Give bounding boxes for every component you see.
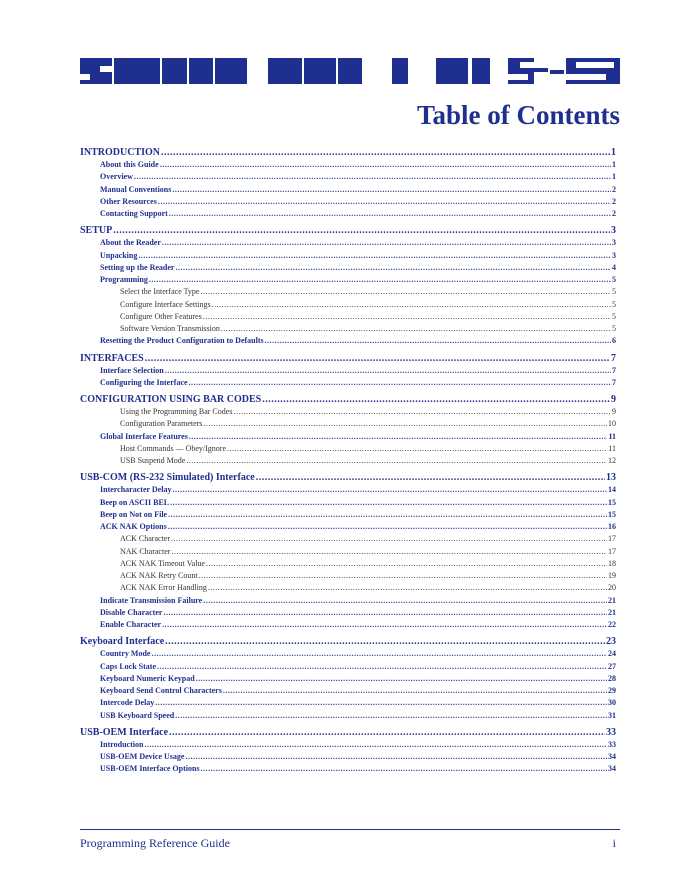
toc-entry-title: Configuring the Interface <box>100 377 188 387</box>
toc-entry[interactable] <box>80 171 616 183</box>
toc-entry[interactable] <box>80 546 616 558</box>
toc-entry[interactable] <box>80 418 616 430</box>
toc-entry-title: ACK Character <box>120 534 170 544</box>
toc-dot-leader <box>221 323 611 335</box>
toc-entry[interactable] <box>80 710 616 722</box>
toc-entry-title: INTERFACES <box>80 352 144 364</box>
toc-entry-title: Select the Interface Type <box>120 287 200 297</box>
toc-entry[interactable] <box>80 159 616 171</box>
toc-entry-page-number: 19 <box>608 571 616 580</box>
toc-entry[interactable] <box>80 673 616 685</box>
toc-entry[interactable] <box>80 685 616 697</box>
toc-entry[interactable] <box>80 455 616 467</box>
toc-dot-leader <box>155 697 607 709</box>
toc-entry-title: ACK NAK Retry Count <box>120 571 198 580</box>
toc-dot-leader <box>145 352 610 365</box>
toc-dot-leader <box>172 184 611 196</box>
toc-entry-page-number: 24 <box>608 649 616 659</box>
toc-dot-leader <box>171 533 607 545</box>
toc-entry-page-number: 17 <box>608 546 616 556</box>
toc-entry-page-number: 9 <box>612 407 616 416</box>
footer-guide-title: Programming Reference Guide <box>80 836 230 850</box>
toc-dot-leader <box>170 497 607 509</box>
toc-entry[interactable] <box>80 335 616 347</box>
toc-entry-title: Configure Interface Settings <box>120 299 211 309</box>
toc-entry-title: USB Suspend Mode <box>120 456 186 465</box>
toc-entry[interactable] <box>80 471 616 484</box>
toc-dot-leader <box>172 484 607 496</box>
toc-entry-page-number: 22 <box>608 620 616 629</box>
toc-dot-leader <box>203 595 607 607</box>
toc-entry-title: Country Mode <box>100 649 151 659</box>
toc-entry-page-number: 20 <box>608 583 616 593</box>
toc-entry-title: SETUP <box>80 225 113 237</box>
toc-dot-leader <box>265 335 611 347</box>
toc-entry-title: Software Version Transmission <box>120 324 220 333</box>
toc-dot-leader <box>206 558 607 570</box>
footer-page-number: i <box>612 836 616 850</box>
toc-entry[interactable] <box>80 533 616 545</box>
toc-entry[interactable] <box>80 196 616 208</box>
toc-entry-title: CONFIGURATION USING BAR CODES <box>80 394 262 405</box>
toc-entry[interactable] <box>80 262 616 274</box>
toc-entry-page-number: 5 <box>612 287 616 297</box>
toc-entry-page-number: 7 <box>612 377 616 387</box>
toc-entry[interactable] <box>80 406 616 418</box>
table-of-contents <box>80 146 616 776</box>
toc-dot-leader <box>134 171 611 183</box>
toc-entry-page-number: 16 <box>608 522 616 531</box>
toc-dot-leader <box>201 763 607 775</box>
toc-entry-page-number: 17 <box>608 534 616 544</box>
toc-entry-page-number: 10 <box>608 419 616 429</box>
toc-dot-leader <box>203 418 607 430</box>
brand-logo-image <box>80 58 620 84</box>
toc-dot-leader <box>203 311 611 323</box>
toc-entry-title: Configuration Parameters <box>120 419 203 429</box>
toc-entry[interactable] <box>80 224 616 237</box>
toc-dot-leader <box>189 431 608 443</box>
toc-entry-title: Beep on ASCII BEL <box>100 497 170 507</box>
toc-dot-leader <box>151 648 607 660</box>
toc-entry-page-number: 2 <box>612 184 616 194</box>
toc-entry-title: NAK Character <box>120 546 171 556</box>
toc-entry-page-number: 1 <box>611 147 616 158</box>
toc-dot-leader <box>223 685 607 697</box>
page-title: Table of Contents <box>416 100 620 130</box>
toc-entry-title: Keyboard Interface <box>80 636 165 648</box>
toc-dot-leader <box>161 146 610 159</box>
toc-entry[interactable] <box>80 352 616 365</box>
toc-entry-page-number: 2 <box>612 209 616 218</box>
toc-entry-page-number: 11 <box>608 431 616 441</box>
toc-entry-page-number: 2 <box>612 196 616 206</box>
toc-entry[interactable] <box>80 558 616 570</box>
toc-dot-leader <box>256 471 605 484</box>
toc-entry-page-number: 14 <box>608 485 616 495</box>
toc-entry-title: ACK NAK Options <box>100 522 167 531</box>
toc-entry[interactable] <box>80 726 616 739</box>
toc-entry-page-number: 21 <box>608 595 616 605</box>
toc-entry-title: Unpacking <box>100 250 138 260</box>
toc-entry-title: Configure Other Features <box>120 311 202 321</box>
toc-entry-page-number: 7 <box>611 352 616 364</box>
toc-entry-title: ACK NAK Timeout Value <box>120 558 205 568</box>
toc-entry-page-number: 1 <box>612 172 616 182</box>
toc-entry[interactable] <box>80 286 616 298</box>
toc-entry-title: USB-COM (RS-232 Simulated) Interface <box>80 472 255 484</box>
toc-dot-leader <box>149 274 611 286</box>
toc-entry[interactable] <box>80 607 616 619</box>
toc-dot-leader <box>208 582 607 594</box>
toc-entry[interactable] <box>80 497 616 509</box>
toc-dot-leader <box>189 377 611 389</box>
toc-entry-page-number: 23 <box>606 636 616 648</box>
toc-entry[interactable] <box>80 697 616 709</box>
toc-dot-leader <box>196 673 607 685</box>
toc-entry-page-number: 21 <box>608 607 616 617</box>
toc-entry[interactable] <box>80 763 616 775</box>
toc-entry-title: USB-OEM Interface Options <box>100 764 200 774</box>
toc-entry-page-number: 1 <box>612 160 616 169</box>
toc-entry-title: Global Interface Features <box>100 431 188 441</box>
toc-dot-leader <box>169 726 605 739</box>
toc-entry-page-number: 12 <box>608 456 616 465</box>
toc-entry[interactable] <box>80 582 616 594</box>
toc-entry[interactable] <box>80 484 616 496</box>
toc-entry-page-number: 3 <box>612 238 616 248</box>
toc-entry-page-number: 28 <box>608 673 616 683</box>
toc-entry-title: Interface Selection <box>100 365 164 375</box>
toc-dot-leader <box>175 262 611 274</box>
toc-entry-title: Overview <box>100 172 133 182</box>
toc-dot-leader <box>165 365 611 377</box>
toc-entry-page-number: 31 <box>608 710 616 720</box>
toc-dot-leader <box>162 237 611 249</box>
toc-entry[interactable] <box>80 648 616 660</box>
toc-dot-leader <box>113 224 610 237</box>
toc-entry-page-number: 5 <box>612 299 616 309</box>
toc-entry[interactable] <box>80 208 616 220</box>
toc-entry-title: Intercode Delay <box>100 698 155 708</box>
toc-dot-leader <box>158 196 611 208</box>
toc-dot-leader <box>200 286 611 298</box>
toc-dot-leader <box>163 607 607 619</box>
toc-entry[interactable] <box>80 635 616 648</box>
toc-entry-title: INTRODUCTION <box>80 147 161 158</box>
toc-entry-page-number: 5 <box>612 275 616 284</box>
toc-dot-leader <box>138 250 611 262</box>
toc-entry-title: Keyboard Send Control Characters <box>100 686 222 695</box>
toc-entry[interactable] <box>80 365 616 377</box>
toc-dot-leader <box>185 751 607 763</box>
toc-entry[interactable] <box>80 299 616 311</box>
toc-entry[interactable] <box>80 393 616 406</box>
toc-entry[interactable] <box>80 274 616 286</box>
toc-entry-title: Other Resources <box>100 196 157 206</box>
toc-dot-leader <box>168 521 607 533</box>
toc-entry[interactable] <box>80 443 616 455</box>
toc-entry-page-number: 15 <box>608 497 616 507</box>
toc-entry[interactable] <box>80 311 616 323</box>
toc-entry-page-number: 13 <box>606 472 616 484</box>
toc-entry-title: Manual Conventions <box>100 184 172 194</box>
toc-entry-title: Keyboard Numeric Keypad <box>100 673 195 683</box>
toc-dot-leader <box>169 208 611 220</box>
toc-entry[interactable] <box>80 570 616 582</box>
toc-entry-page-number: 33 <box>608 739 616 749</box>
toc-dot-leader <box>262 393 610 406</box>
toc-entry-page-number: 9 <box>611 394 616 405</box>
toc-entry-page-number: 3 <box>611 225 616 237</box>
toc-dot-leader <box>144 739 607 751</box>
toc-entry-page-number: 5 <box>612 324 616 333</box>
toc-entry[interactable] <box>80 431 616 443</box>
toc-entry-title: Using the Programming Bar Codes <box>120 407 233 416</box>
toc-entry-title: Programming <box>100 275 148 284</box>
toc-dot-leader <box>160 159 611 171</box>
toc-entry-page-number: 30 <box>608 698 616 708</box>
toc-entry-title: Setting up the Reader <box>100 262 175 272</box>
toc-dot-leader <box>186 455 607 467</box>
toc-entry-title: About this Guide <box>100 160 159 169</box>
toc-entry-page-number: 3 <box>612 250 616 260</box>
toc-entry[interactable] <box>80 661 616 673</box>
toc-dot-leader <box>157 661 607 673</box>
toc-entry-title: Indicate Transmission Failure <box>100 595 203 605</box>
toc-entry-title: USB Keyboard Speed <box>100 710 175 720</box>
toc-entry-page-number: 33 <box>606 726 616 738</box>
toc-entry-page-number: 34 <box>608 752 616 761</box>
toc-entry[interactable] <box>80 751 616 763</box>
toc-entry-page-number: 7 <box>612 365 616 375</box>
toc-dot-leader <box>212 299 611 311</box>
toc-dot-leader <box>175 710 607 722</box>
toc-entry[interactable] <box>80 595 616 607</box>
toc-entry-title: Host Commands — Obey/Ignore <box>120 443 226 453</box>
toc-entry-page-number: 6 <box>612 336 616 346</box>
toc-entry-title: ACK NAK Error Handling <box>120 583 207 593</box>
footer-divider <box>80 829 620 830</box>
toc-entry-page-number: 27 <box>608 661 616 671</box>
toc-entry-title: USB-OEM Interface <box>80 726 169 738</box>
toc-entry-page-number: 18 <box>608 558 616 568</box>
toc-entry-title: About the Reader <box>100 238 161 248</box>
toc-dot-leader <box>162 619 607 631</box>
toc-entry[interactable] <box>80 184 616 196</box>
toc-entry[interactable] <box>80 250 616 262</box>
toc-entry[interactable] <box>80 377 616 389</box>
toc-entry-page-number: 15 <box>608 509 616 519</box>
toc-entry-page-number: 34 <box>608 764 616 774</box>
toc-entry-title: Resetting the Product Configuration to Defaults <box>100 336 264 346</box>
toc-entry[interactable] <box>80 521 616 533</box>
toc-dot-leader <box>171 546 607 558</box>
toc-entry[interactable] <box>80 237 616 249</box>
toc-entry[interactable] <box>80 509 616 521</box>
toc-entry-title: Caps Lock State <box>100 661 157 671</box>
toc-entry-title: USB-OEM Device Usage <box>100 752 185 761</box>
toc-entry-page-number: 4 <box>612 262 616 272</box>
toc-entry-title: Enable Character <box>100 620 162 629</box>
toc-entry[interactable] <box>80 739 616 751</box>
toc-entry-page-number: 29 <box>608 686 616 695</box>
toc-dot-leader <box>168 509 607 521</box>
toc-entry-title: Intercharacter Delay <box>100 485 172 495</box>
toc-entry[interactable] <box>80 323 616 335</box>
toc-entry-title: Beep on Not on File <box>100 509 168 519</box>
toc-dot-leader <box>165 635 605 648</box>
toc-dot-leader <box>233 406 611 418</box>
toc-dot-leader <box>227 443 607 455</box>
toc-entry-title: Disable Character <box>100 607 163 617</box>
toc-entry[interactable] <box>80 619 616 631</box>
toc-dot-leader <box>199 570 607 582</box>
toc-entry-title: Introduction <box>100 739 144 749</box>
toc-entry-page-number: 11 <box>608 443 616 453</box>
toc-entry-title: Contacting Support <box>100 209 168 218</box>
toc-entry[interactable] <box>80 146 616 159</box>
toc-entry-page-number: 5 <box>612 311 616 321</box>
